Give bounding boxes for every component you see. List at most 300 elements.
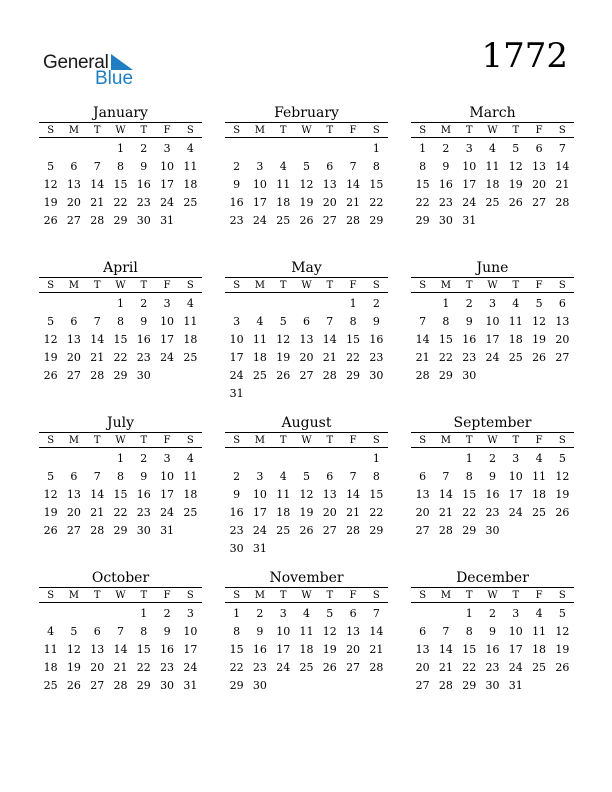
day-cell: 24 [276,661,291,674]
day-cell: 8 [116,315,124,328]
day-cell: 5 [326,607,334,620]
day-cell: 20 [346,643,361,656]
day-cell: 13 [66,178,81,191]
day-cell: 19 [508,178,523,191]
day-cell: 17 [160,488,175,501]
day-cell: 8 [372,470,380,483]
logo-text-general: General [43,52,109,73]
day-cell: 14 [90,333,105,346]
day-cell: 20 [66,351,81,364]
weekday-label: T [512,590,520,601]
weekday-label: W [487,435,498,446]
day-cell: 9 [140,315,148,328]
day-cell: 17 [229,351,244,364]
month-december [411,570,574,695]
weekday-label: M [68,125,80,136]
weekday-label: T [140,590,148,601]
day-cell: 28 [438,679,453,692]
day-cell: 23 [369,351,384,364]
day-cell: 3 [256,470,264,483]
weekday-label: T [140,280,148,291]
day-cell: 8 [140,625,148,638]
weekday-label: T [279,435,287,446]
weekday-label: S [372,280,380,291]
day-cell: 19 [322,643,337,656]
day-cell: 27 [299,369,314,382]
empty-day-cell [39,450,62,468]
day-cell: 2 [465,297,473,310]
day-cell: 29 [136,679,151,692]
day-cell: 3 [256,160,264,173]
weekday-label: S [186,280,194,291]
day-cell: 2 [140,452,148,465]
month-october [39,570,202,695]
weekday-label: F [163,125,171,136]
day-cell: 8 [442,315,450,328]
weekday-label: W [301,125,312,136]
empty-day-cell [341,140,364,158]
day-cell: 3 [465,142,473,155]
day-cell: 20 [299,351,314,364]
weekday-label: F [349,590,357,601]
day-cell: 19 [555,488,570,501]
day-cell: 16 [485,488,500,501]
day-cell: 6 [349,607,357,620]
day-cell: 9 [488,625,496,638]
weekday-label: T [326,590,334,601]
month-may [225,260,388,403]
day-cell: 3 [512,452,520,465]
day-cell: 9 [442,160,450,173]
day-cell: 5 [302,160,310,173]
month-name: June [476,260,509,276]
day-grid [39,140,202,230]
day-cell: 5 [70,625,78,638]
weekday-label: W [301,280,312,291]
day-cell: 8 [465,625,473,638]
day-cell: 4 [535,607,543,620]
empty-day-cell [62,295,85,313]
day-cell: 9 [233,488,241,501]
day-cell: 5 [558,607,566,620]
day-cell: 23 [229,214,244,227]
day-grid [225,140,388,230]
empty-day-cell [86,605,109,623]
empty-day-cell [86,450,109,468]
day-cell: 13 [322,488,337,501]
day-cell: 25 [485,196,500,209]
day-cell: 18 [485,178,500,191]
day-cell: 5 [535,297,543,310]
day-cell: 26 [322,661,337,674]
day-cell: 7 [93,160,101,173]
day-cell: 23 [136,196,151,209]
empty-day-cell [272,295,295,313]
month-name: May [291,260,322,276]
day-cell: 28 [438,524,453,537]
empty-day-cell [39,295,62,313]
day-cell: 19 [66,661,81,674]
day-cell: 9 [163,625,171,638]
day-cell: 7 [372,607,380,620]
day-cell: 5 [47,160,55,173]
day-cell: 10 [485,315,500,328]
weekday-label: M [68,435,80,446]
day-cell: 9 [465,315,473,328]
day-cell: 27 [532,196,547,209]
day-cell: 27 [66,524,81,537]
day-cell: 17 [183,643,198,656]
day-cell: 24 [462,196,477,209]
month-march [411,105,574,230]
day-cell: 25 [276,214,291,227]
day-cell: 4 [47,625,55,638]
day-cell: 12 [43,178,58,191]
day-cell: 3 [163,452,171,465]
day-cell: 6 [326,160,334,173]
day-cell: 10 [508,625,523,638]
day-cell: 14 [90,488,105,501]
day-cell: 28 [346,524,361,537]
day-cell: 27 [415,524,430,537]
day-cell: 11 [43,643,58,656]
day-cell: 28 [555,196,570,209]
day-cell: 26 [66,679,81,692]
day-cell: 21 [369,643,384,656]
day-cell: 25 [508,351,523,364]
day-cell: 18 [43,661,58,674]
weekday-label: T [465,280,473,291]
weekday-label: T [465,435,473,446]
day-cell: 30 [136,524,151,537]
day-cell: 21 [555,178,570,191]
day-cell: 12 [299,488,314,501]
day-cell: 5 [302,470,310,483]
weekday-label: S [558,590,566,601]
day-cell: 25 [299,661,314,674]
day-cell: 29 [113,369,128,382]
day-cell: 18 [299,643,314,656]
day-cell: 2 [372,297,380,310]
day-cell: 25 [43,679,58,692]
month-name: December [456,570,529,586]
day-cell: 24 [160,351,175,364]
weekday-label: T [93,280,101,291]
day-cell: 9 [488,470,496,483]
day-cell: 21 [346,506,361,519]
day-cell: 20 [532,178,547,191]
day-cell: 11 [276,488,291,501]
day-cell: 11 [485,160,500,173]
weekday-label: S [558,280,566,291]
day-cell: 5 [47,315,55,328]
day-cell: 16 [229,196,244,209]
day-cell: 27 [322,214,337,227]
day-cell: 1 [116,452,124,465]
day-cell: 16 [369,333,384,346]
day-cell: 27 [66,369,81,382]
day-cell: 27 [322,524,337,537]
weekday-label: M [254,280,266,291]
empty-day-cell [62,140,85,158]
day-cell: 22 [369,196,384,209]
day-cell: 12 [322,625,337,638]
day-cell: 15 [229,643,244,656]
month-name: September [453,415,532,431]
day-cell: 6 [70,315,78,328]
empty-day-cell [411,295,434,313]
day-cell: 3 [488,297,496,310]
day-cell: 25 [183,506,198,519]
day-cell: 18 [532,643,547,656]
weekday-header [39,587,202,603]
day-cell: 18 [252,351,267,364]
weekday-label: S [47,280,55,291]
weekday-label: F [163,590,171,601]
day-cell: 15 [113,178,128,191]
day-cell: 14 [322,333,337,346]
empty-day-cell [248,450,271,468]
day-cell: 16 [136,178,151,191]
day-cell: 21 [346,196,361,209]
empty-day-cell [272,140,295,158]
day-cell: 10 [160,160,175,173]
day-cell: 13 [555,315,570,328]
weekday-label: S [558,125,566,136]
day-cell: 13 [415,488,430,501]
day-cell: 20 [90,661,105,674]
empty-day-cell [62,450,85,468]
day-cell: 1 [140,607,148,620]
day-cell: 4 [186,452,194,465]
day-cell: 26 [43,214,58,227]
weekday-label: T [326,435,334,446]
day-cell: 31 [183,679,198,692]
day-cell: 30 [136,214,151,227]
month-name: November [269,570,344,586]
day-cell: 24 [183,661,198,674]
weekday-label: T [512,435,520,446]
empty-day-cell [109,605,132,623]
day-cell: 13 [415,643,430,656]
day-cell: 20 [415,661,430,674]
day-cell: 8 [419,160,427,173]
weekday-label: M [440,590,452,601]
weekday-label: W [115,590,126,601]
day-cell: 27 [90,679,105,692]
day-cell: 4 [302,607,310,620]
day-cell: 29 [229,679,244,692]
day-cell: 30 [369,369,384,382]
day-grid [39,605,202,695]
day-cell: 13 [532,160,547,173]
weekday-header [39,122,202,138]
day-cell: 28 [415,369,430,382]
day-cell: 31 [160,214,175,227]
day-cell: 24 [160,196,175,209]
day-cell: 30 [438,214,453,227]
day-cell: 25 [183,196,198,209]
day-cell: 27 [415,679,430,692]
day-cell: 26 [43,524,58,537]
day-cell: 26 [555,506,570,519]
day-cell: 18 [276,506,291,519]
day-cell: 11 [276,178,291,191]
day-cell: 11 [183,315,198,328]
day-cell: 8 [465,470,473,483]
day-cell: 2 [140,142,148,155]
day-cell: 1 [442,297,450,310]
day-cell: 8 [116,160,124,173]
day-cell: 17 [160,178,175,191]
weekday-label: M [254,435,266,446]
day-cell: 7 [349,470,357,483]
month-name: July [106,415,134,431]
day-cell: 28 [113,679,128,692]
weekday-label: F [349,435,357,446]
weekday-header [39,432,202,448]
weekday-header [39,277,202,293]
day-cell: 18 [532,488,547,501]
day-cell: 4 [488,142,496,155]
day-cell: 15 [369,488,384,501]
day-cell: 29 [462,679,477,692]
day-cell: 29 [346,369,361,382]
day-cell: 21 [438,661,453,674]
day-cell: 17 [508,488,523,501]
empty-day-cell [39,140,62,158]
weekday-label: S [372,125,380,136]
day-cell: 2 [233,470,241,483]
day-cell: 6 [70,160,78,173]
day-cell: 1 [116,297,124,310]
day-cell: 10 [183,625,198,638]
day-cell: 15 [438,333,453,346]
day-cell: 3 [186,607,194,620]
day-cell: 30 [462,369,477,382]
weekday-header [411,587,574,603]
day-cell: 12 [276,333,291,346]
day-cell: 26 [276,369,291,382]
day-cell: 11 [183,160,198,173]
weekday-label: S [233,590,241,601]
weekday-label: W [115,435,126,446]
day-cell: 8 [372,160,380,173]
month-name: April [103,260,138,276]
empty-day-cell [86,295,109,313]
month-april [39,260,202,385]
day-cell: 18 [276,196,291,209]
empty-day-cell [434,450,457,468]
weekday-label: F [535,280,543,291]
day-cell: 24 [252,524,267,537]
day-cell: 14 [346,488,361,501]
weekday-label: T [93,125,101,136]
day-cell: 20 [415,506,430,519]
day-cell: 17 [252,196,267,209]
day-cell: 16 [485,643,500,656]
day-cell: 23 [136,351,151,364]
weekday-label: M [254,125,266,136]
weekday-label: T [279,590,287,601]
day-cell: 12 [532,315,547,328]
weekday-label: T [140,125,148,136]
day-cell: 29 [113,214,128,227]
day-cell: 2 [163,607,171,620]
day-cell: 26 [43,369,58,382]
day-cell: 2 [488,452,496,465]
day-cell: 6 [558,297,566,310]
day-cell: 16 [229,506,244,519]
weekday-label: F [163,280,171,291]
month-name: March [469,105,516,121]
day-cell: 6 [93,625,101,638]
weekday-header [411,277,574,293]
day-cell: 21 [438,506,453,519]
day-cell: 1 [372,452,380,465]
day-cell: 22 [113,196,128,209]
day-cell: 1 [349,297,357,310]
day-cell: 4 [279,160,287,173]
day-cell: 28 [322,369,337,382]
day-cell: 5 [279,315,287,328]
day-cell: 1 [372,142,380,155]
day-cell: 23 [252,661,267,674]
empty-day-cell [295,295,318,313]
day-cell: 25 [276,524,291,537]
month-july [39,415,202,540]
day-grid [39,450,202,540]
day-cell: 16 [438,178,453,191]
empty-day-cell [62,605,85,623]
weekday-label: S [233,280,241,291]
month-november [225,570,388,695]
day-cell: 30 [160,679,175,692]
day-cell: 7 [93,315,101,328]
empty-day-cell [295,140,318,158]
day-cell: 3 [512,607,520,620]
day-cell: 21 [113,661,128,674]
day-cell: 25 [183,351,198,364]
day-cell: 25 [532,661,547,674]
weekday-label: M [68,280,80,291]
day-cell: 10 [276,625,291,638]
day-cell: 14 [369,625,384,638]
weekday-label: S [419,590,427,601]
day-cell: 22 [346,351,361,364]
day-cell: 12 [43,488,58,501]
day-cell: 1 [419,142,427,155]
day-cell: 10 [252,488,267,501]
weekday-label: S [233,125,241,136]
day-cell: 7 [93,470,101,483]
day-cell: 15 [113,333,128,346]
day-cell: 21 [90,506,105,519]
day-cell: 20 [322,506,337,519]
day-cell: 15 [462,643,477,656]
day-cell: 30 [136,369,151,382]
day-grid [411,450,574,540]
day-cell: 13 [346,625,361,638]
weekday-label: W [487,590,498,601]
day-cell: 7 [419,315,427,328]
day-cell: 11 [508,315,523,328]
day-cell: 22 [113,351,128,364]
day-cell: 29 [369,524,384,537]
day-cell: 26 [555,661,570,674]
empty-day-cell [248,295,271,313]
day-cell: 22 [136,661,151,674]
